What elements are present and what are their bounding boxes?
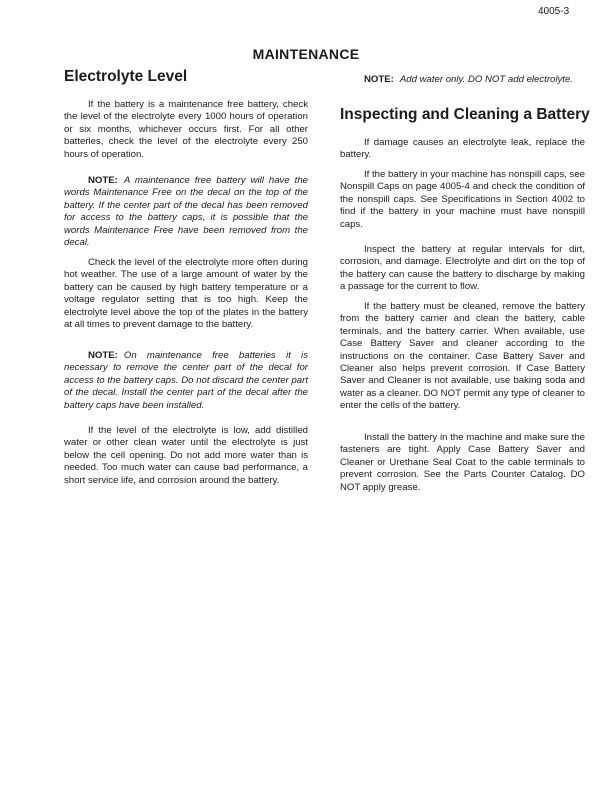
note: [64, 350, 308, 412]
note-label: NOTE:: [88, 175, 118, 186]
note: [340, 74, 585, 86]
note-label: NOTE:: [88, 350, 118, 361]
section-heading-inspecting-cleaning: Inspecting and Cleaning a Battery: [340, 106, 590, 123]
note: [64, 175, 308, 249]
note-text: Add water only. DO NOT add electrolyte.: [399, 74, 573, 85]
page-number: 4005-3: [538, 6, 570, 17]
paragraph: Inspect the battery at regular intervals for dirt, corrosion, and damage. Electrolyte and dirt on the top of the battery can cause the battery to discharge by making a passage for the current to flow.: [340, 244, 585, 293]
paragraph: If the battery in your machine has nonspill caps, see Nonspill Caps on page 4005-4 and check the condition of the nonspill caps. See Specifications in Section 4002 to find if the battery in your machine must have nonspill caps.: [340, 169, 585, 230]
paragraph: If the level of the electrolyte is low, add distilled water or other clean water until the electrolyte is just below the cell opening. Do not add more water than is needed. Too much water can cause bad performance, a short service life, and corrosion around the battery.: [64, 425, 308, 486]
paragraph: Check the level of the electrolyte more often during hot weather. The use of a large amount of water by the battery can be caused by high battery temperature or a voltage regulator setting that is too high. Keep the electrolyte level above the top of the plates in the battery at all times to prevent damage to the battery.: [64, 257, 308, 331]
paragraph: If damage causes an electrolyte leak, replace the battery.: [340, 137, 585, 161]
paragraph: Install the battery in the machine and make sure the fasteners are tight. Apply Case Battery Saver and Cleaner or Urethane Seal Coat to the cable terminals to prevent corrosion. See the Parts Counter Catalog. DO NOT apply grease.: [340, 432, 585, 493]
note-label: NOTE:: [364, 74, 394, 85]
note-text: On maintenance free batteries it is necessary to remove the center part of the decal for access to the battery caps. Do not discard the center part of the decal. Install the center part of the decal after the battery caps have been installed.: [64, 350, 308, 411]
paragraph: If the battery must be cleaned, remove the battery from the battery carrier and clean the battery, cable terminals, and the battery carrier. When available, use Case Battery Saver and cleaner according to the instructions on the container. Case Battery Saver and Cleaner also helps prevent corrosion. If Case Battery Saver and Cleaner is not available, use baking soda and water as a cleaner. DO NOT permit any type of cleaner to enter the cells of the battery.: [340, 301, 585, 412]
paragraph: If the battery is a maintenance free battery, check the level of the electrolyte every 1000 hours of operation or six months, whichever occurs first. For all other batteries, check the level of the electrolyte every 250 hours of operation.: [64, 99, 308, 160]
section-heading-electrolyte-level: Electrolyte Level: [64, 68, 188, 85]
page-title: MAINTENANCE: [252, 46, 360, 62]
note-text: A maintenance free battery will have the words Maintenance Free on the decal on the top of the battery. If the center part of the decal has been removed for access to the battery caps, it is possible that the words Maintenance Free have been removed from the decal.: [64, 175, 308, 249]
